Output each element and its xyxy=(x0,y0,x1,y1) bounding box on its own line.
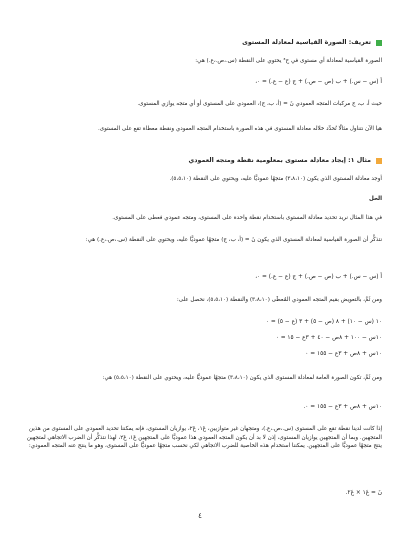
final-equation: ١٠س + ٨ص + ٣ع − ١٥٥ = ٠. xyxy=(303,404,382,410)
green-square-icon xyxy=(376,40,382,46)
solution-label: الحل xyxy=(368,196,382,202)
page-number: ٤ xyxy=(198,512,202,520)
definition-text: الصورة القياسية لمعادلة أي مستوى في ح³ يحتوي على النقطة (س.،ص.،ع.) هي: xyxy=(195,58,382,64)
solution-paragraph-1: في هذا المثال نريد تحديد معادلة المستوى باستخدام نقطة واحدة على المستوى، ومتجه عمودي فعطى على المستوى. xyxy=(112,215,382,221)
step-3: ١٠س + ٨ص + ٣ع − ١٥٥ = ٠ xyxy=(305,351,382,357)
definition-heading: تعريف: الصورة القياسية لمعادلة المستوى xyxy=(18,38,382,48)
example-heading: مثال ١: إيجاد معادلة مستوى بمعلومية نقطة ومتجه العمودي xyxy=(18,156,382,166)
example-question: أوجد معادلة المستوى الذي يكون (٣،٨،١٠) متجهًا عموديًّا عليه، ويحتوي على النقطة (٥،٥،١٠). xyxy=(169,176,382,182)
step-1: ١٠ (س − ١٠) + ٨ (ص − ٥) + ٣ (ع − ٥) = ٠ xyxy=(265,319,382,325)
solution-equation-1: أ (س − س.) + ب (ص − ص.) + ج (ع − ع.) = ٠، xyxy=(255,274,382,280)
step-2: ١٠س − ١٠٠ + ٨ص − ٤٠ + ٣ع − ١٥ = ٠ xyxy=(275,335,382,341)
definition-equation: أ (س − س.) + ب (ص − ص.) + ج (ع − ع.) = ٠، xyxy=(255,79,382,85)
solution-paragraph-5: إذا كانت لدينا نقطة تقع على المستوى (س.،ص.،ع.)، ومتجهان غير متوازيين، عَ١، عَ٢، يوازيان المستوى، فإنه يمكننا تحديد العمودي على المستوى من هذين المتجهين. وبما أن المتجهين يوازيان المستوى، إذن لا بد أن يكون المتجه العمودي هذا عموديًّا على المتجهين عَ١، عَ٢، لهذا نتذكَّر أن الضرب الاتجاهي لمتجهين ينتج متجهًا عموديًّا على المتجهين. يمكننا استخدام هذه الخاصية للضرب الاتجاهي لكي نحسب متجهًا عموديًّا على المستوى، وهو ما ينتج عنه المتجه العمودي: xyxy=(26,426,382,450)
intro-paragraph: هيا الآن نتناول مثالًا نُحدِّد خلاله معادلة المستوى في هذه الصورة باستخدام المتجه العمودي ونقطة معطاة تقع على المستوى. xyxy=(97,126,382,132)
orange-square-icon xyxy=(376,158,382,164)
cross-product-equation: نَ = عَ١ × عَ٢. xyxy=(345,490,382,496)
solution-paragraph-4: ومن ثَمَّ، تكون الصورة العامة لمعادلة المستوى الذي يكون (٣،٨،١٠) متجهًا عموديًّا عليه، ويحتوي على النقطة (٥،٥،١٠) هي: xyxy=(102,375,382,381)
solution-paragraph-2: نتذكَّر أن الصورة القياسية لمعادلة المستوى الذي يكون نَ = (أ، ب، ج) متجهًا عموديًّا عليه، ويحتوي على النقطة (س.،ص.،ع.) هي: xyxy=(85,237,382,243)
definition-explanation: حيث أ، ب، ج مركبات المتجه العمودي نَ = (أ، ب، ج)، العمودي على المستوى أو أي متجه يوازي المستوى. xyxy=(137,101,382,107)
solution-paragraph-3: ومن ثَمَّ، بالتعويض بقيم المتجه العمودي المُعطَى (٣،٨،١٠) والنقطة (٥،٥،١٠)، نحصل على: xyxy=(176,297,382,303)
